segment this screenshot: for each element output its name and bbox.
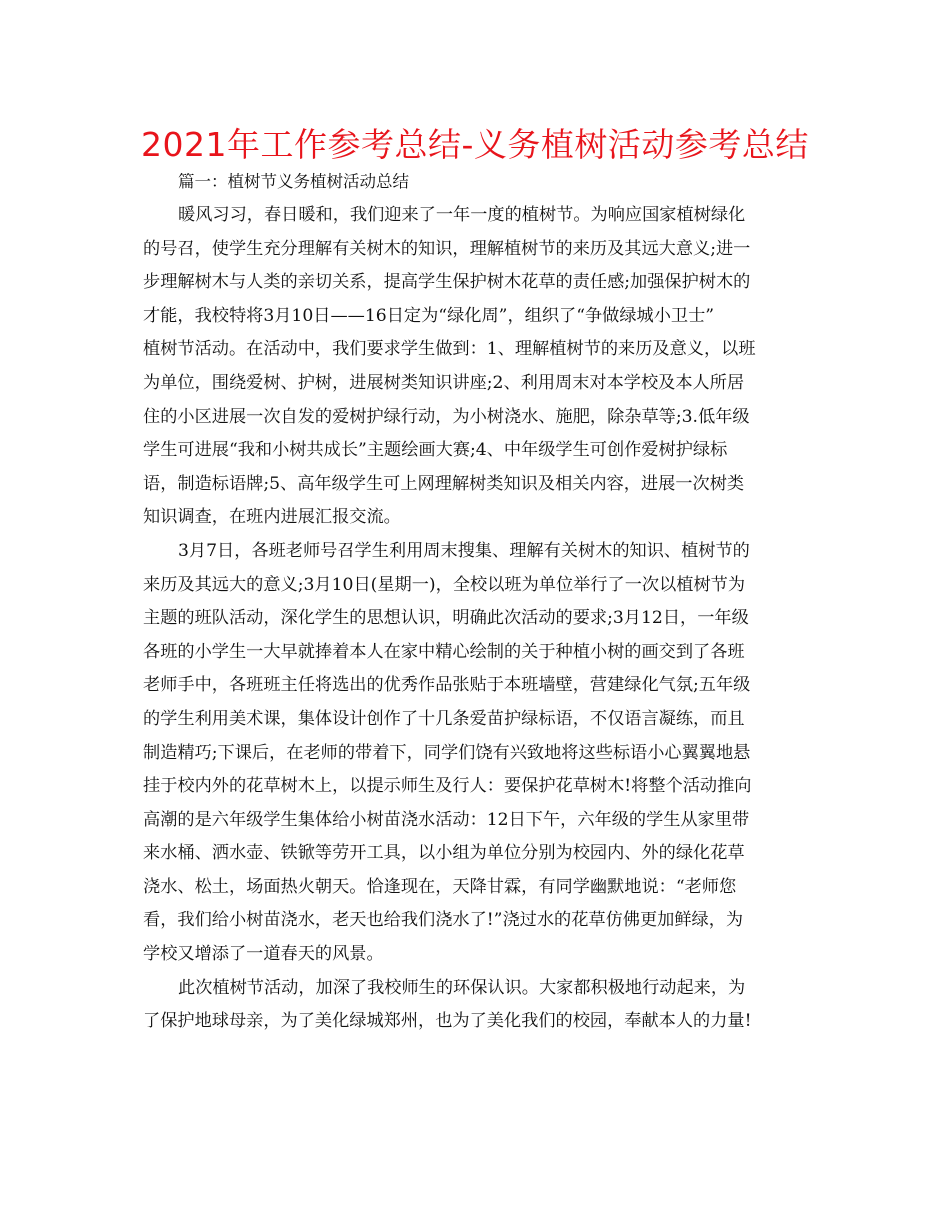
document-body: [143, 199, 808, 1039]
paragraph-line: 暖风习习，春日暖和，我们迎来了一年一度的植树节。为响应国家植树绿化: [178, 205, 746, 225]
paragraph-line: 为单位，围绕爱树、护树，进展树类知识讲座;2、利用周末对本学校及本人所居: [143, 372, 745, 393]
document-title: 2021年工作参考总结-义务植树活动参考总结: [141, 125, 809, 164]
paragraph-line: 老师手中，各班班主任将选出的优秀作品张贴于本班墙壁，营建绿化气氛;五年级: [143, 675, 751, 696]
paragraph-line: 此次植树节活动，加深了我校师生的环保认识。大家都积极地行动起来，为: [178, 977, 746, 998]
document-subtitle: 篇一：植树节义务植树活动总结: [178, 172, 409, 191]
paragraph-line: 各班的小学生一大早就捧着本人在家中精心绘制的关于种植小树的画交到了各班: [143, 641, 745, 662]
paragraph-line: 的学生利用美术课，集体设计创作了十几条爱苗护绿标语，不仅语言凝练，而且: [143, 708, 745, 729]
paragraph-line: 知识调查，在班内进展汇报交流。: [143, 507, 401, 528]
paragraph-line: 看，我们给小树苗浇水，老天也给我们浇水了!”浇过水的花草仿佛更加鲜绿，为: [143, 910, 744, 931]
paragraph-line: 来水桶、洒水壶、铁锨等劳开工具，以小组为单位分别为校园内、外的绿化花草: [143, 843, 745, 864]
paragraph-line: 高潮的是六年级学生集体给小树苗浇水活动：12日下午，六年级的学生从家里带: [143, 809, 750, 830]
paragraph-line: 的号召，使学生充分理解有关树木的知识，理解植树节的来历及其远大意义;进一: [143, 238, 751, 259]
paragraph-line: 住的小区进展一次自发的爱树护绿行动，为小树浇水、施肥，除杂草等;3.低年级: [143, 406, 750, 427]
paragraph-line: 学生可进展“我和小树共成长”主题绘画大赛;4、中年级学生可创作爱树护绿标: [143, 440, 728, 461]
paragraph-line: 语，制造标语牌;5、高年级学生可上网理解树类知识及相关内容，进展一次树类: [143, 473, 745, 494]
paragraph-line: 来历及其远大的意义;3月10日(星期一)，全校以班为单位举行了一次以植树节为: [143, 574, 746, 595]
paragraph-line: 3月7日，各班老师号召学生利用周末搜集、理解有关树木的知识、植树节的: [178, 540, 750, 561]
paragraph-line: 学校又增添了一道春天的风景。: [143, 944, 384, 965]
paragraph-line: 步理解树木与人类的亲切关系，提高学生保护树木花草的责任感;加强保护树木的: [143, 272, 751, 293]
paragraph-line: 挂于校内外的花草树木上，以提示师生及行人：要保护花草树木!将整个活动推向: [143, 776, 752, 797]
paragraph-line: 浇水、松土，场面热火朝天。恰逢现在，天降甘霖，有同学幽默地说：“老师您: [143, 876, 737, 897]
paragraph-line: 制造精巧;下课后，在老师的带着下，同学们饶有兴致地将这些标语小心翼翼地悬: [143, 742, 751, 763]
paragraph: [143, 199, 808, 535]
paragraph-line: 了保护地球母亲，为了美化绿城郑州，也为了美化我们的校园，奉献本人的力量!: [143, 1011, 752, 1032]
paragraph: [143, 535, 808, 972]
paragraph-line: 主题的班队活动，深化学生的思想认识，明确此次活动的要求;3月12日，一年级: [143, 608, 749, 629]
paragraph: [143, 972, 808, 1039]
paragraph-line: 植树节活动。在活动中，我们要求学生做到：1、理解植树节的来历及意义，以班: [143, 339, 756, 360]
paragraph-line: 才能，我校特将3月10日——16日定为“绿化周”，组织了“争做绿城小卫士”: [143, 305, 715, 326]
